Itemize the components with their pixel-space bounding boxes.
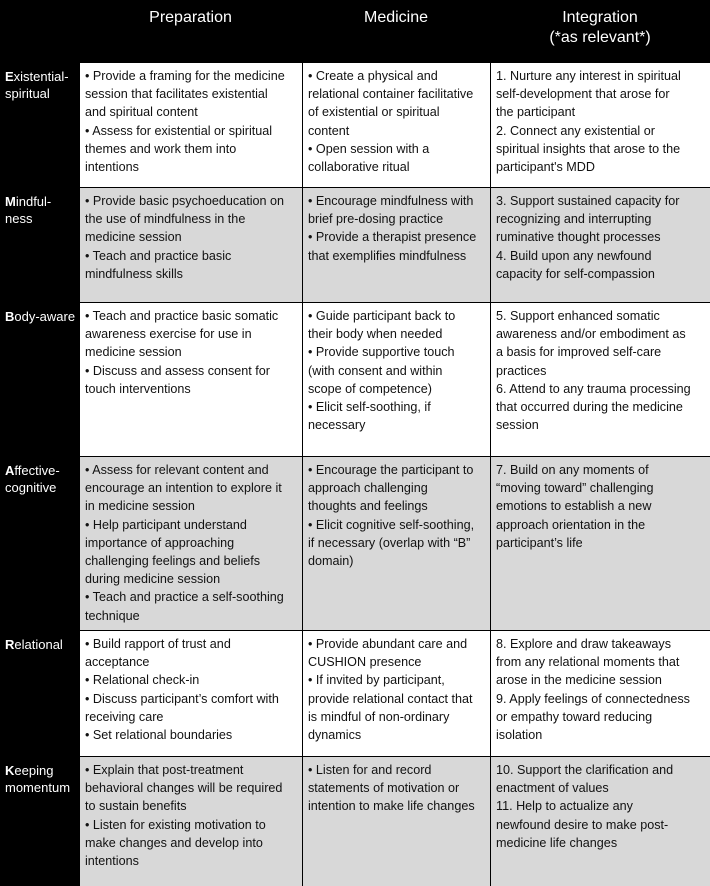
row-label-body-aware: Body-aware: [5, 309, 76, 324]
cell-text-line: • Help participant understand: [85, 517, 247, 532]
cell-text-line: medicine session: [85, 345, 182, 360]
cell-text-line: practices: [496, 363, 547, 378]
cell-text-line: • Provide basic psychoeducation on: [85, 194, 285, 208]
cell-text-line: 10. Support the clarification and: [496, 763, 674, 777]
cell-text-line: • Elicit self-soothing, if: [308, 400, 431, 415]
cell-text-line: • Provide a therapist presence: [308, 230, 477, 245]
cell-text-line: • Provide supportive touch: [308, 345, 455, 360]
cell-keeping-momentum-preparation: [79, 756, 302, 886]
header-corner: [0, 0, 79, 62]
cell-text-line: session: [496, 418, 539, 433]
cell-text-line: challenging feelings and beliefs: [85, 554, 261, 569]
cell-text-line: of existential or spiritual: [308, 105, 440, 120]
cell-body-aware-integration: [490, 302, 710, 456]
cell-text-line: newfound desire to make post-: [496, 817, 669, 832]
cell-text-line: recognizing and interrupting: [496, 212, 652, 227]
cell-text-line: receiving care: [85, 709, 164, 724]
cell-text-line: 4. Build upon any newfound: [496, 248, 652, 263]
cell-text-line: • Teach and practice basic: [85, 248, 232, 263]
cell-text-line: • Create a physical and: [308, 69, 438, 83]
cell-text-line: self-development that arose for: [496, 87, 670, 102]
cell-text-line: • Explain that post-treatment: [85, 763, 244, 777]
cell-text-line: • Assess for existential or spiritual: [85, 123, 273, 138]
cell-body-aware-medicine: [302, 302, 490, 456]
header-integration: Integration (*as relevant*): [549, 9, 651, 46]
cell-text-line: behavioral changes will be required: [85, 781, 283, 796]
cell-text-line: ruminative thought processes: [496, 230, 661, 245]
cell-body-aware-preparation: [79, 302, 302, 456]
cell-text-line: participant’s life: [496, 535, 583, 550]
cell-text-line: participant's MDD: [496, 160, 595, 175]
cell-text-line: • Discuss and assess consent for: [85, 363, 271, 378]
cell-text-line: capacity for self-compassion: [496, 266, 655, 281]
cell-text-line: • If invited by participant,: [308, 673, 445, 688]
cell-text-line: emotions to establish a new: [496, 499, 652, 514]
cell-existential-spiritual-medicine: [302, 62, 490, 187]
cell-text-line: medicine life changes: [496, 835, 618, 850]
cell-text-line: touch interventions: [85, 381, 191, 396]
cell-text-line: • Guide participant back to: [308, 309, 456, 323]
cell-text-line: awareness and/or embodiment as: [496, 327, 686, 342]
cell-text-line: 8. Explore and draw takeaways: [496, 637, 672, 651]
cell-text-line: 5. Support enhanced somatic: [496, 309, 660, 323]
row-label-existential-spiritual: Existential- spiritual: [5, 69, 69, 101]
header-preparation: Preparation: [149, 9, 232, 26]
cell-text-line: session that facilitates existential: [85, 87, 268, 102]
cell-text-line: • Build rapport of trust and: [85, 637, 231, 651]
cell-text-line: mindfulness skills: [85, 266, 183, 281]
cell-text-line: importance of approaching: [85, 535, 235, 550]
cell-text-line: acceptance: [85, 655, 150, 670]
cell-relational-preparation: [79, 630, 302, 756]
cell-text-line: to sustain benefits: [85, 799, 187, 814]
row-label-keeping-momentum: Keeping momentum: [5, 763, 71, 795]
cell-text-line: (with consent and within: [308, 363, 443, 378]
cell-text-line: the participant: [496, 105, 576, 120]
cell-text-line: • Encourage the participant to: [308, 463, 474, 477]
cell-affective-cognitive-medicine: [302, 456, 490, 630]
cell-text-line: and spiritual content: [85, 105, 198, 120]
cell-text-line: 11. Help to actualize any: [496, 799, 633, 814]
row-label-mindfulness: Mindful- ness: [5, 194, 52, 226]
cell-text-line: scope of competence): [308, 381, 432, 396]
cell-text-line: • Listen for and record: [308, 763, 432, 777]
cell-text-line: from any relational moments that: [496, 655, 680, 670]
cell-text-line: thoughts and feelings: [308, 499, 428, 514]
cell-text-line: 7. Build on any moments of: [496, 463, 649, 477]
cell-text-line: 6. Attend to any trauma processing: [496, 381, 691, 396]
cell-mindfulness-preparation: [79, 187, 302, 302]
cell-text-line: 1. Nurture any interest in spiritual: [496, 69, 681, 83]
cell-affective-cognitive-integration: [490, 456, 710, 630]
cell-text-line: • Set relational boundaries: [85, 728, 233, 743]
cell-text-line: statements of motivation or: [308, 781, 460, 796]
cell-text-line: 3. Support sustained capacity for: [496, 194, 680, 208]
cell-affective-cognitive-preparation: [79, 456, 302, 630]
cell-text-line: • Teach and practice basic somatic: [85, 309, 279, 323]
cell-text-line: that occurred during the medicine: [496, 400, 683, 415]
cell-text-line: 2. Connect any existential or: [496, 123, 655, 138]
cell-text-line: approach orientation in the: [496, 517, 646, 532]
row-label-relational: Relational: [5, 637, 63, 652]
cell-text-line: • Provide a framing for the medicine: [85, 69, 285, 83]
cell-text-line: approach challenging: [308, 481, 428, 496]
cell-existential-spiritual-integration: [490, 62, 710, 187]
cell-text-line: • Provide abundant care and: [308, 637, 468, 651]
cell-text-line: intentions: [85, 854, 139, 869]
cell-text-line: • Elicit cognitive self-soothing,: [308, 517, 475, 532]
cell-text-line: during medicine session: [85, 572, 221, 587]
cell-text-line: relational container facilitative: [308, 87, 474, 102]
cell-text-line: brief pre-dosing practice: [308, 212, 444, 227]
cell-text-line: or empathy toward reducing: [496, 709, 653, 724]
cell-text-line: 9. Apply feelings of connectedness: [496, 691, 690, 706]
cell-text-line: awareness exercise for use in: [85, 327, 252, 342]
cell-text-line: their body when needed: [308, 327, 443, 342]
cell-text-line: • Discuss participant’s comfort with: [85, 691, 279, 706]
cell-text-line: • Assess for relevant content and: [85, 463, 269, 477]
cell-text-line: the use of mindfulness in the: [85, 212, 246, 227]
cell-text-line: content: [308, 123, 350, 138]
cell-text-line: if necessary (overlap with “B”: [308, 535, 471, 550]
cell-text-line: enactment of values: [496, 781, 609, 796]
cell-text-line: • Open session with a: [308, 141, 430, 156]
cell-mindfulness-medicine: [302, 187, 490, 302]
cell-text-line: technique: [85, 608, 140, 623]
cell-text-line: • Relational check-in: [85, 673, 200, 688]
cell-text-line: necessary: [308, 418, 366, 433]
cell-text-line: encourage an intention to explore it: [85, 481, 282, 496]
cell-text-line: that exemplifies mindfulness: [308, 248, 467, 263]
cell-mindfulness-integration: [490, 187, 710, 302]
cell-text-line: • Teach and practice a self-soothing: [85, 590, 284, 605]
cell-text-line: provide relational contact that: [308, 691, 473, 706]
cell-text-line: domain): [308, 554, 354, 569]
cell-text-line: medicine session: [85, 230, 182, 245]
cell-text-line: collaborative ritual: [308, 160, 410, 175]
row-label-affective-cognitive: Affective- cognitive: [5, 463, 60, 495]
cell-relational-integration: [490, 630, 710, 756]
cell-text-line: “moving toward” challenging: [496, 481, 654, 496]
cell-relational-medicine: [302, 630, 490, 756]
cell-text-line: dynamics: [308, 728, 362, 743]
cell-text-line: CUSHION presence: [308, 655, 422, 670]
cell-text-line: intention to make life changes: [308, 799, 475, 814]
cell-text-line: intentions: [85, 160, 139, 175]
cell-text-line: a basis for improved self-care: [496, 345, 662, 360]
cell-text-line: isolation: [496, 728, 543, 743]
cell-text-line: • Encourage mindfulness with: [308, 194, 474, 208]
header-medicine: Medicine: [363, 9, 429, 26]
cell-keeping-momentum-integration: [490, 756, 710, 886]
cell-text-line: • Listen for existing motivation to: [85, 817, 266, 832]
cell-existential-spiritual-preparation: [79, 62, 302, 187]
cell-text-line: themes and work them into: [85, 141, 237, 156]
cell-text-line: in medicine session: [85, 499, 195, 514]
cell-keeping-momentum-medicine: [302, 756, 490, 886]
cell-text-line: is mindful of non-ordinary: [308, 709, 450, 724]
cell-text-line: spiritual insights that arose to the: [496, 141, 681, 156]
cell-text-line: arose in the medicine session: [496, 673, 662, 688]
cell-text-line: make changes and develop into: [85, 835, 263, 850]
